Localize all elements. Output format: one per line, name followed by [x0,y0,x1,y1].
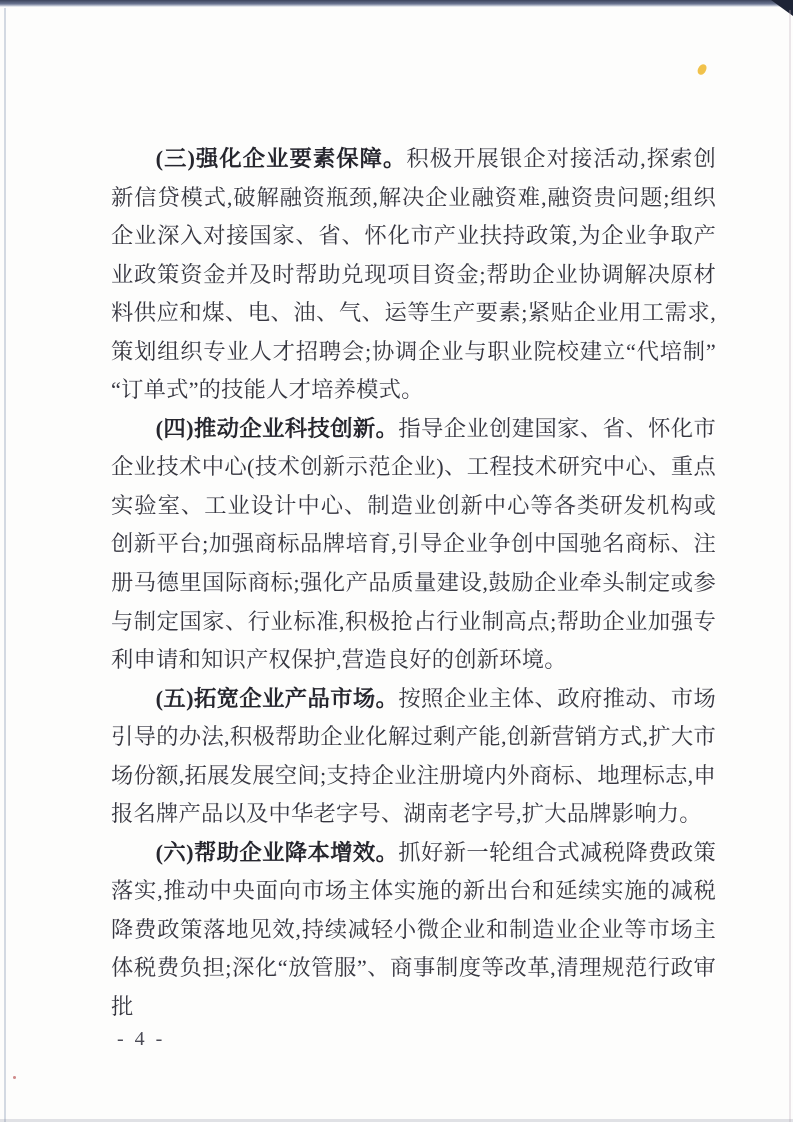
paragraph-heading: (三)强化企业要素保障。 [155,146,407,171]
paragraph-section-3 [111,140,716,410]
paragraph-text: 积极开展银企对接活动,探索创新信贷模式,破解融资瓶颈,解决企业融资难,融资贵问题;组织企业深入对接国家、省、怀化市产业扶持政策,为企业争取产业政策资金并及时帮助兑现项目资金;帮助企业协调解决原材料供应和煤、电、油、气、运等生产要素;紧贴企业用工需求,策划组织专业人才招聘会;协调企业与职业院校建立“代培制”“订单式”的技能人才培养模式。 [111,146,716,403]
paragraph-heading: (六)帮助企业降本增效。 [155,839,399,865]
paragraph-section-4 [111,410,716,680]
paragraph-section-6 [111,834,716,1027]
paragraph-text: 抓好新一轮组合式减税降费政策落实,推动中央面向市场主体实施的新出台和延续实施的减税降费政策落地见效,持续减轻小微企业和制造业企业等市场主体税费负担;深化“放管服”、商事制度等改革,清理规范行政审批 [111,839,716,1020]
document-body [111,140,716,1027]
page-number: - 4 - [117,1028,166,1050]
scan-edge-top [0,0,793,7]
paragraph-heading: (四)推动企业科技创新。 [155,415,399,441]
paragraph-text: 按照企业主体、政府推动、市场引导的办法,积极帮助企业化解过剩产能,创新营销方式,扩大市场份额,拓展发展空间;支持企业注册境内外商标、地理标志,申报名牌产品以及中华老字号、湖南老字号,扩大品牌影响力。 [111,685,716,827]
scan-edge-right [789,10,791,1122]
scan-edge-left [4,8,6,1122]
paragraph-heading: (五)拓宽企业产品市场。 [155,685,399,711]
paragraph-section-5 [111,680,716,834]
yellow-ink-mark [696,63,707,76]
red-speck-mark [13,1076,16,1079]
paragraph-text: 指导企业创建国家、省、怀化市企业技术中心(技术创新示范企业)、工程技术研究中心、重点实验室、工业设计中心、制造业创新中心等各类研发机构或创新平台;加强商标品牌培育,引导企业争创中国驰名商标、注册马德里国际商标;强化产品质量建设,鼓励企业牵头制定或参与制定国家、行业标准,积极抢占行业制高点;帮助企业加强专利申请和知识产权保护,营造良好的创新环境。 [111,415,716,673]
